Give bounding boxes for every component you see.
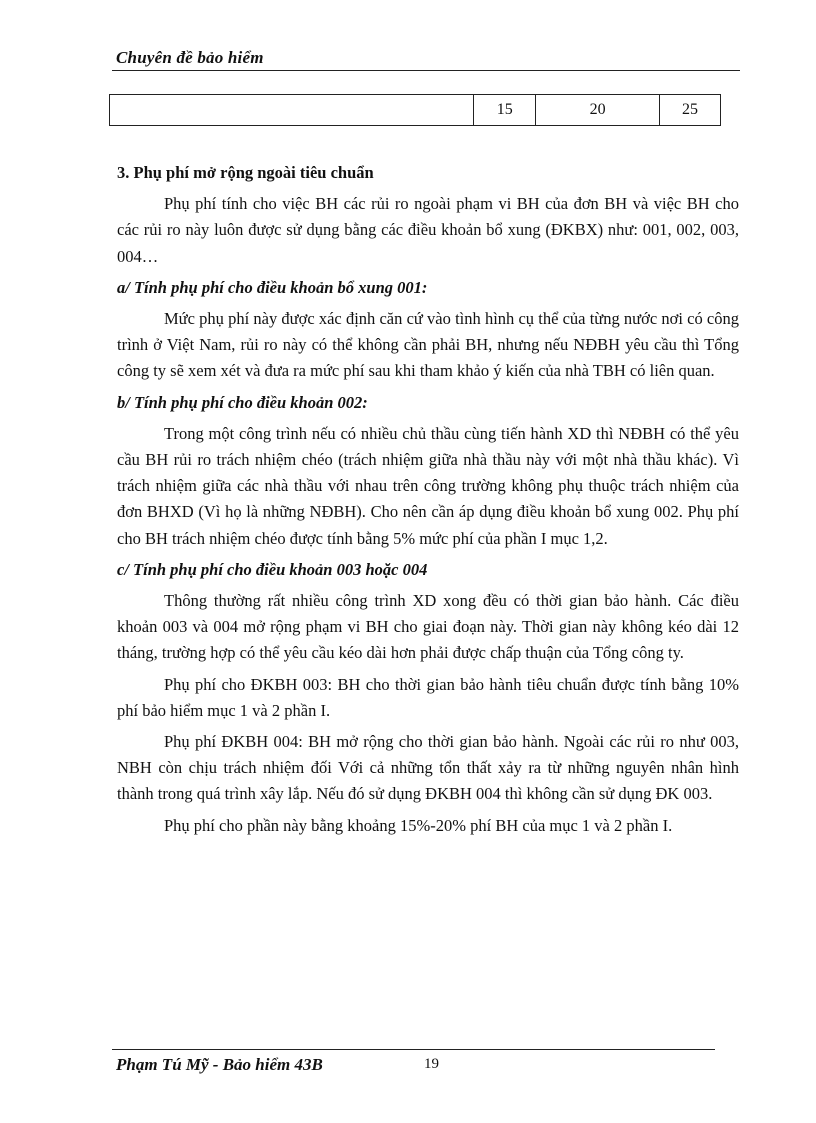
header-title: Chuyên đề bảo hiểm bbox=[116, 48, 264, 67]
subsection-a-heading: a/ Tính phụ phí cho điều khoản bổ xung 001: bbox=[117, 277, 428, 297]
table-cell-value: 20 bbox=[536, 95, 660, 126]
table-cell-value: 15 bbox=[474, 95, 536, 126]
section-heading: 3. Phụ phí mở rộng ngoài tiêu chuẩn bbox=[117, 163, 374, 182]
subsection-c-paragraph-1: Thông thường rất nhiều công trình XD xong đều có thời gian bảo hành. Các điều khoản 003 và 004 mở rộng phạm vi BH cho giai đoạn này. Thời gian này không kéo dài 12 tháng, trường hợp có thể yêu cầu kéo dài hơn phải được chấp thuận của Tổng công ty. bbox=[117, 591, 739, 663]
subsection-c-paragraph-4: Phụ phí cho phần này bằng khoảng 15%-20% phí BH của mục 1 và 2 phần I. bbox=[164, 815, 673, 835]
subsection-c-heading: c/ Tính phụ phí cho điều khoản 003 hoặc 004 bbox=[117, 559, 428, 579]
subsection-c-paragraph-3: Phụ phí ĐKBH 004: BH mở rộng cho thời gian bảo hành. Ngoài các rủi ro như 003, NBH còn chịu trách nhiệm đối Với cả những tổn thất xảy ra từ những nguyên nhân hình thành trong quá trình xây lắp. Nếu đó sử dụng ĐKBH 004 thì không cần sử dụng ĐK 003. bbox=[117, 732, 739, 804]
section-intro-paragraph: Phụ phí tính cho việc BH các rủi ro ngoài phạm vi BH của đơn BH và việc BH cho các rủi ro này luôn được sử dụng bằng các điều khoản bổ xung (ĐKBX) như: 001, 002, 003, 004… bbox=[117, 194, 739, 266]
footer-divider bbox=[112, 1049, 715, 1050]
subsection-b-heading: b/ Tính phụ phí cho điều khoản 002: bbox=[117, 392, 368, 412]
footer-author: Phạm Tú Mỹ - Bảo hiểm 43B bbox=[116, 1055, 323, 1074]
subsection-c-paragraph-2: Phụ phí cho ĐKBH 003: BH cho thời gian bảo hành tiêu chuẩn được tính bằng 10% phí bảo hiểm mục 1 và 2 phần I. bbox=[117, 674, 739, 720]
rate-table-fragment bbox=[109, 94, 721, 126]
subsection-b-paragraph: Trong một công trình nếu có nhiều chủ thầu cùng tiến hành XD thì NĐBH có thể yêu cầu BH rủi ro trách nhiệm chéo (trách nhiệm giữa nhà thầu này với một nhà thầu khác). Vì trách nhiệm giữa các nhà thầu với nhau trên công trường không phụ thuộc trách nhiệm của đơn BHXD (Vì họ là những NĐBH). Cho nên cần áp dụng điều khoản bổ xung 002. Phụ phí cho BH trách nhiệm chéo được tính bằng 5% mức phí của phần I mục 1,2. bbox=[117, 423, 739, 548]
header-divider bbox=[112, 70, 740, 71]
table-cell-value: 25 bbox=[660, 95, 721, 126]
document-body bbox=[117, 160, 739, 844]
page-number: 19 bbox=[424, 1056, 439, 1072]
table-cell-label bbox=[110, 95, 474, 126]
table-row bbox=[110, 95, 721, 126]
subsection-a-paragraph: Mức phụ phí này được xác định căn cứ vào tình hình cụ thể của từng nước nơi có công trình ở Việt Nam, rủi ro này có thể không cần phải BH, nhưng nếu NĐBH yêu cầu thì Tổng công ty sẽ xem xét và đưa ra mức phí sau khi tham khảo ý kiến của nhà TBH có liên quan. bbox=[117, 309, 739, 381]
